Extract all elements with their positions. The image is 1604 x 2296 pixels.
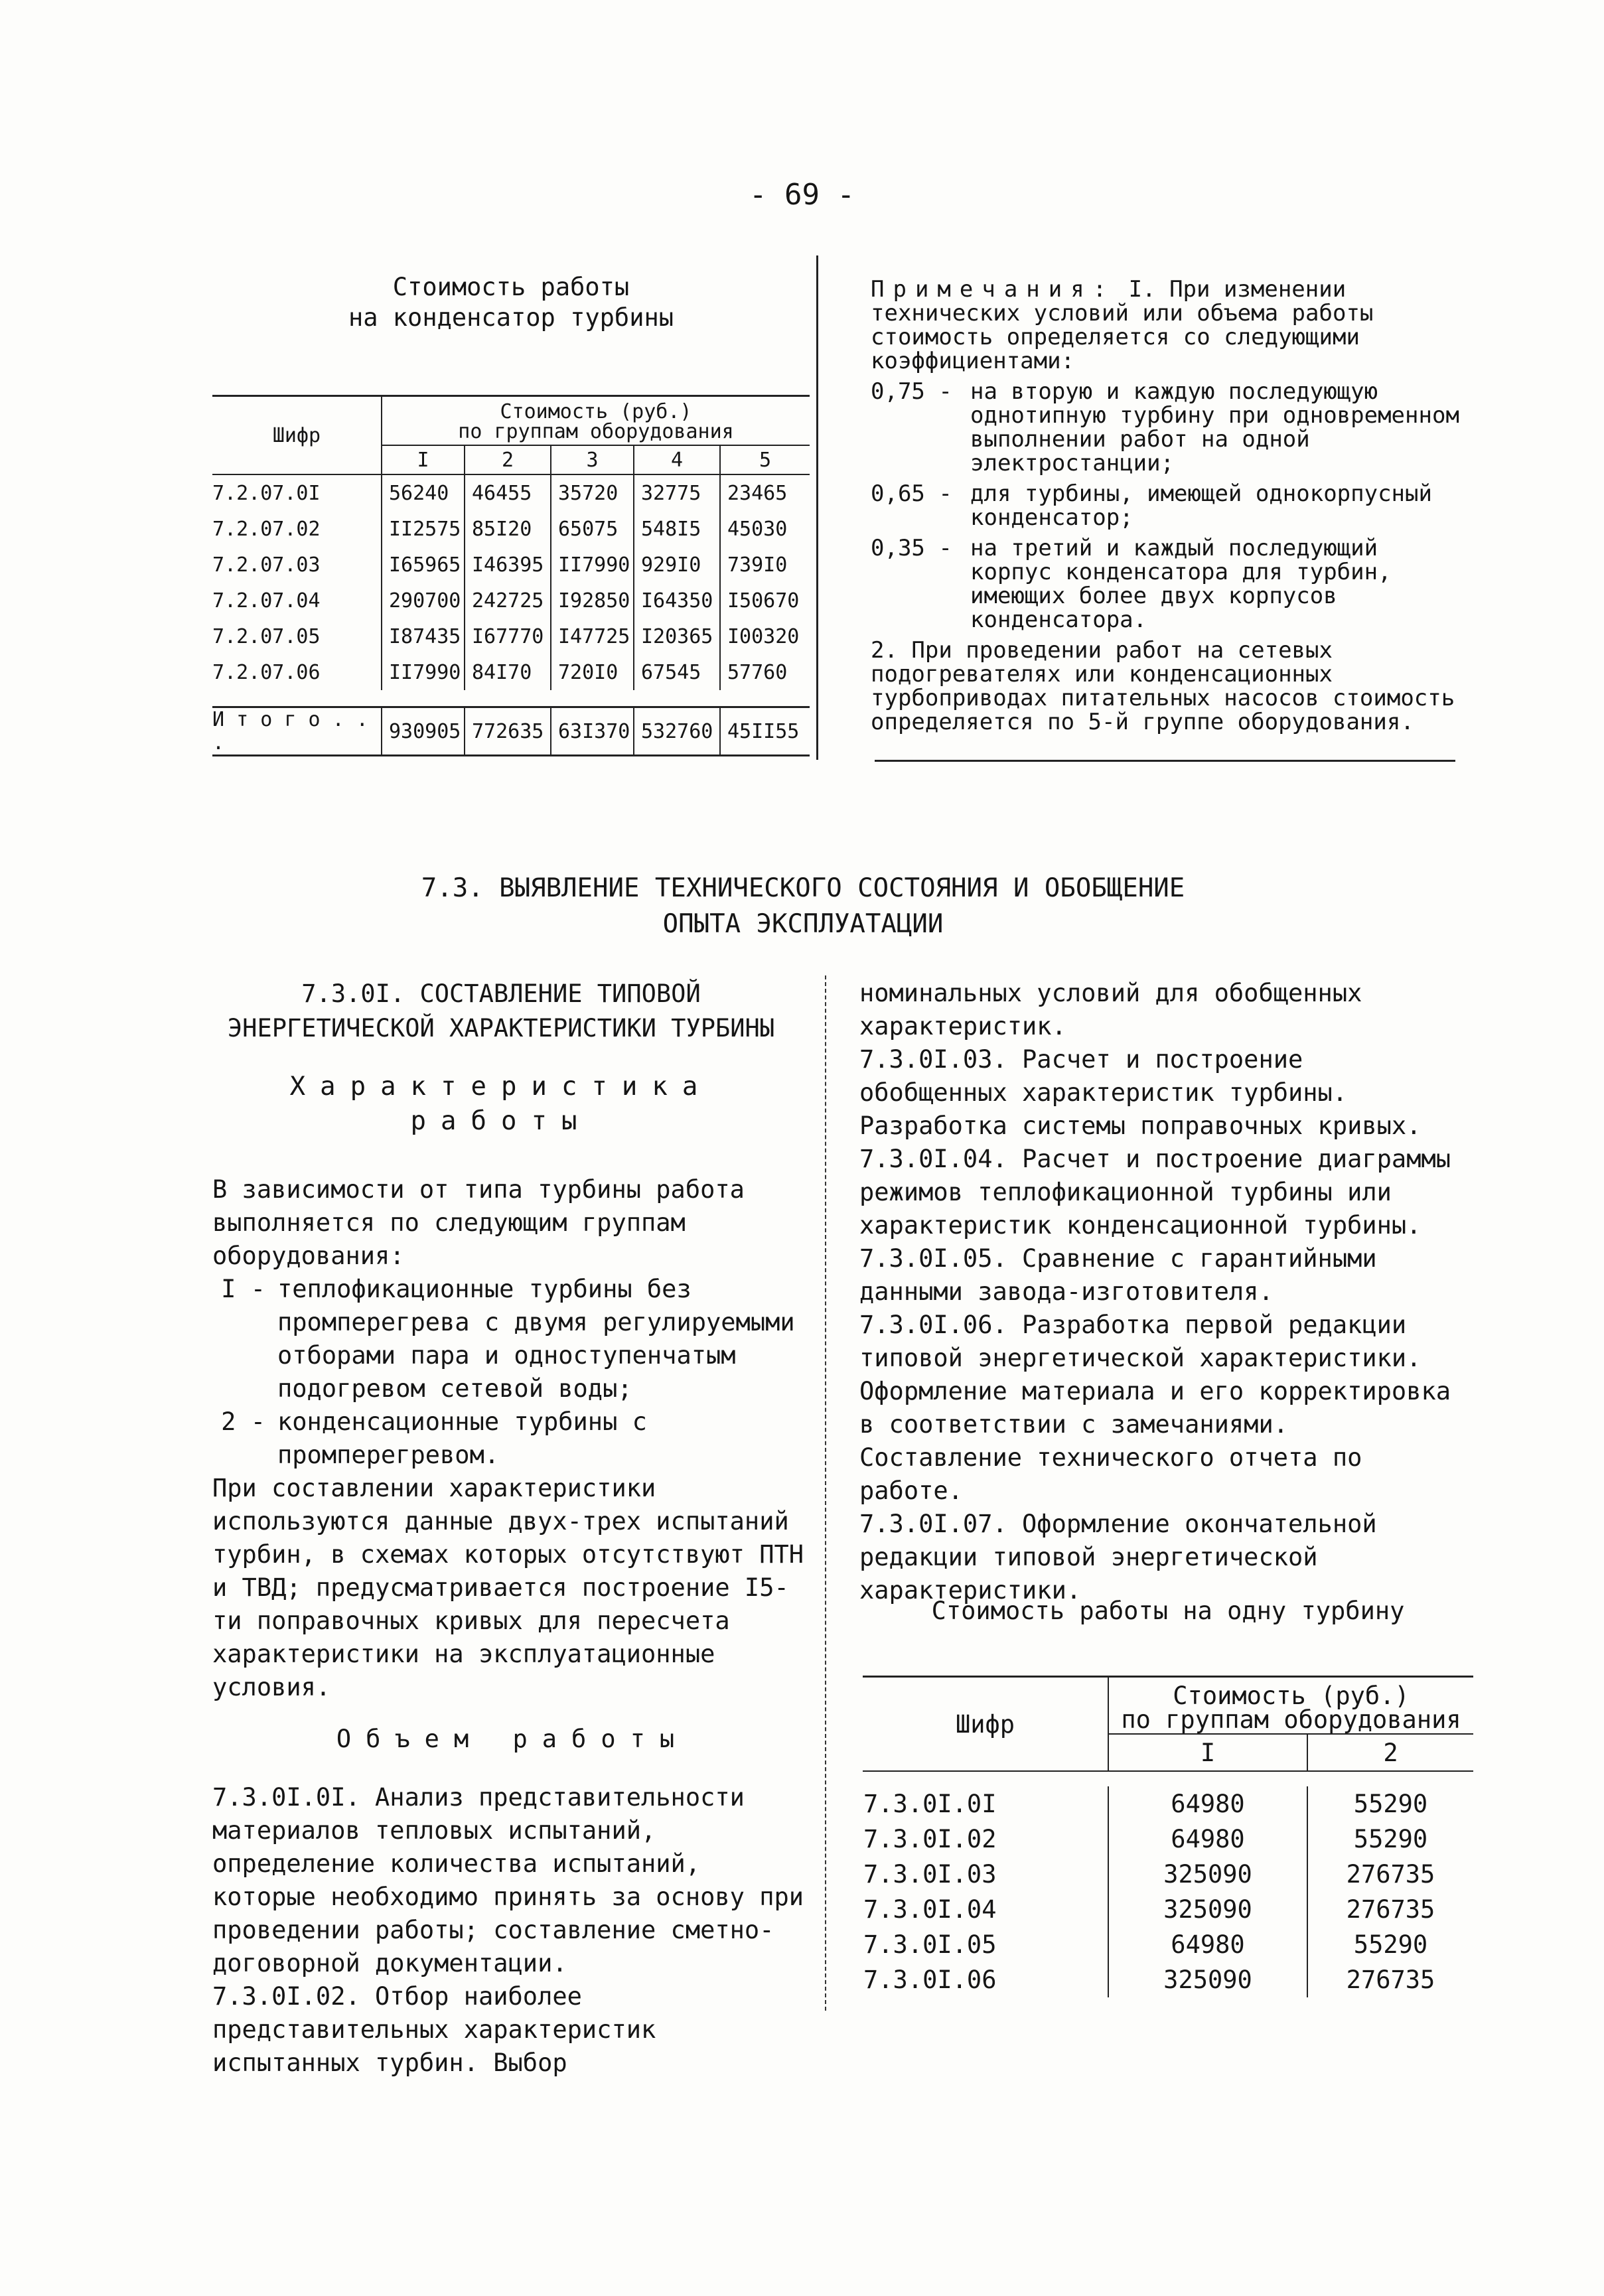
cell: 325090 [1108, 1892, 1307, 1927]
notes-block [871, 277, 1461, 734]
turbine-group-2: 2 [1307, 1734, 1473, 1771]
turbine-table-title: Стоимость работы на одну турбину [931, 1597, 1405, 1625]
cell: I47725 [551, 618, 634, 654]
notes-underline [875, 760, 1455, 762]
table-row [863, 1892, 1473, 1927]
cell: 325090 [1108, 1857, 1307, 1892]
row-code: 7.2.07.06 [212, 660, 321, 684]
cell: I64350 [634, 583, 720, 618]
volume-heading: Объем работы [336, 1725, 690, 1753]
condenser-group-2: 2 [465, 445, 551, 474]
characteristic-heading [192, 1070, 810, 1139]
cell: 276735 [1307, 1962, 1473, 1997]
cell: 67545 [634, 654, 720, 690]
total-cell: 532760 [634, 707, 720, 756]
turbine-cost-table [863, 1676, 1473, 1997]
cell: 276735 [1307, 1857, 1473, 1892]
notes-intro: I. При изменении технических условий или объема работы стоимость определяется со следующими коэффициентами: [871, 276, 1374, 374]
row-code: 7.3.0I.0I [863, 1790, 997, 1818]
coef-value: 0,35 - [871, 535, 952, 561]
cell: I87435 [382, 618, 465, 654]
cell: 85I20 [465, 511, 551, 547]
cell: 739I0 [720, 547, 810, 583]
coef-value: 0,65 - [871, 480, 952, 507]
paragraph: 7.3.0I.04. Расчет и построение диаграммы режимов теплофикационной турбины или характеристик конденсационной турбины. [859, 1145, 1451, 1240]
condenser-group-3: 3 [551, 445, 634, 474]
notes-label: Примечания: [871, 276, 1116, 303]
subsection-heading [192, 977, 810, 1046]
table-row [863, 1786, 1473, 1822]
cell: 290700 [382, 583, 465, 618]
page-number: - 69 - [749, 178, 855, 212]
condenser-title-line2: на конденсатор турбины [348, 303, 674, 332]
cell: 84I70 [465, 654, 551, 690]
list-text: теплофикационные турбины без промперегрева с двумя регулируемыми отборами пара и одноступенчатым подогревом сетевой воды; [277, 1275, 795, 1403]
cell: II2575 [382, 511, 465, 547]
list-marker: I - [221, 1275, 265, 1303]
condenser-head-cost-line1: Стоимость (руб.) [500, 400, 692, 423]
table-row [863, 1927, 1473, 1962]
cell: 720I0 [551, 654, 634, 690]
left-text-column [212, 1173, 813, 2080]
row-code: 7.3.0I.03 [863, 1860, 997, 1889]
table-row [212, 618, 810, 654]
table-row [212, 511, 810, 547]
condenser-head-cost-line2: по группам оборудования [458, 420, 734, 443]
condenser-title-line1: Стоимость работы [392, 273, 630, 301]
cell: I65965 [382, 547, 465, 583]
condenser-head-cost [382, 396, 810, 446]
coef-text: на третий и каждый последующий корпус конденсатора для турбин, имеющих более двух корпусов конденсатора. [970, 535, 1392, 633]
condenser-group-1: I [382, 445, 465, 474]
condenser-head-code: Шифр [212, 396, 382, 475]
total-cell: 45II55 [720, 707, 810, 756]
paragraph: 7.3.0I.0I. Анализ представительности материалов тепловых испытаний, определение количества испытаний, которые необходимо принять за основу при проведении работы; составление сметно-договорной документации. [212, 1783, 804, 1977]
table-row [212, 547, 810, 583]
subsection-heading-line2: ЭНЕРГЕТИЧЕСКОЙ ХАРАКТЕРИСТИКИ ТУРБИНЫ [227, 1014, 775, 1042]
list-item [212, 1273, 813, 1405]
cell: 64980 [1108, 1927, 1307, 1962]
paragraph: В зависимости от типа турбины работа выполняется по следующим группам оборудования: [212, 1175, 745, 1270]
total-cell: 930905 [382, 707, 465, 756]
condenser-cost-table [212, 395, 810, 756]
section-heading-line2: ОПЫТА ЭКСПЛУАТАЦИИ [662, 909, 944, 939]
bottom-column-divider [825, 975, 826, 2011]
total-cell: 772635 [465, 707, 551, 756]
table-row [863, 1822, 1473, 1857]
paragraph: 7.3.0I.05. Сравнение с гарантийными данными завода-изготовителя. [859, 1244, 1377, 1306]
cell: 548I5 [634, 511, 720, 547]
row-code: 7.3.0I.06 [863, 1966, 997, 1994]
table-row [863, 1857, 1473, 1892]
paragraph: При составлении характеристики используются данные двух-трех испытаний турбин, в схемах которых отсутствуют ПТН и ТВД; предусматривается построение I5-ти поправочных кривых для пересчета характеристики на эксплуатационные условия. [212, 1474, 804, 1701]
paragraph: 7.3.0I.06. Разработка первой редакции типовой энергетической характеристики. Оформление материала и его корректировка в соответствии с замечаниями. Составление технического отчета по работе. [859, 1311, 1451, 1505]
cell: 32775 [634, 474, 720, 511]
cell: 45030 [720, 511, 810, 547]
section-heading-line1: 7.3. ВЫЯВЛЕНИЕ ТЕХНИЧЕСКОГО СОСТОЯНИЯ И ОБОБЩЕНИЕ [421, 873, 1185, 903]
total-label: И т о г о . . . [212, 707, 382, 756]
turbine-group-1: I [1108, 1734, 1307, 1771]
right-text-column [859, 977, 1463, 1607]
cell: II7990 [551, 547, 634, 583]
cell: I00320 [720, 618, 810, 654]
cell: 929I0 [634, 547, 720, 583]
coef-item [871, 536, 1461, 632]
coef-text: на вторую и каждую последующую однотипную турбину при одновременном выполнении работ на одной электростанции; [970, 378, 1459, 476]
total-row [212, 707, 810, 756]
paragraph: номинальных условий для обобщенных характеристик. [859, 979, 1362, 1040]
list-text: конденсационные турбины с промперегревом. [277, 1407, 647, 1469]
cell: 23465 [720, 474, 810, 511]
row-code: 7.2.07.02 [212, 517, 321, 541]
cell: I46395 [465, 547, 551, 583]
list-marker: 2 - [221, 1407, 265, 1436]
cell: I50670 [720, 583, 810, 618]
row-code: 7.2.07.05 [212, 624, 321, 648]
table-row [212, 474, 810, 511]
paragraph: 7.3.0I.03. Расчет и построение обобщенных характеристик турбины. Разработка системы поправочных кривых. [859, 1045, 1422, 1140]
turbine-head-cost-line2: по группам оборудования [1121, 1705, 1461, 1734]
coef-item [871, 482, 1461, 530]
cell: I92850 [551, 583, 634, 618]
turbine-head-code: Шифр [863, 1677, 1108, 1772]
cell: 46455 [465, 474, 551, 511]
cell: 57760 [720, 654, 810, 690]
coef-text: для турбины, имеющей однокорпусный конденсатор; [970, 480, 1432, 531]
condenser-group-4: 4 [634, 445, 720, 474]
row-code: 7.3.0I.05 [863, 1930, 997, 1959]
section-heading [332, 871, 1274, 942]
turbine-head-cost-line1: Стоимость (руб.) [1173, 1682, 1410, 1710]
row-code: 7.2.07.0I [212, 481, 321, 505]
cell: 325090 [1108, 1962, 1307, 1997]
cell: 55290 [1307, 1822, 1473, 1857]
row-code: 7.3.0I.02 [863, 1825, 997, 1853]
row-code: 7.2.07.03 [212, 553, 321, 577]
cell: 65075 [551, 511, 634, 547]
cell: I20365 [634, 618, 720, 654]
paragraph: 7.3.0I.07. Оформление окончательной редакции типовой энергетической характеристики. [859, 1510, 1377, 1605]
coef-value: 0,75 - [871, 378, 952, 405]
note-2: 2. При проведении работ на сетевых подогревателях или конденсационных турбоприводах питательных насосов стоимость определяется по 5-й группе оборудования. [871, 637, 1455, 735]
table-row [863, 1962, 1473, 1997]
coef-item [871, 380, 1461, 475]
list-item [212, 1405, 813, 1472]
cell: 64980 [1108, 1822, 1307, 1857]
row-code: 7.3.0I.04 [863, 1895, 997, 1924]
top-column-divider [816, 255, 818, 760]
cell: 242725 [465, 583, 551, 618]
cell: 64980 [1108, 1786, 1307, 1822]
row-code: 7.2.07.04 [212, 589, 321, 612]
condenser-table-title [279, 272, 743, 333]
characteristic-heading-line2: работы [410, 1106, 592, 1136]
cell: II7990 [382, 654, 465, 690]
cell: 56240 [382, 474, 465, 511]
table-row [212, 654, 810, 690]
characteristic-heading-line1: Характеристика [289, 1072, 713, 1102]
table-row [212, 583, 810, 618]
cell: 35720 [551, 474, 634, 511]
cell: 55290 [1307, 1927, 1473, 1962]
paragraph: 7.3.0I.02. Отбор наиболее представительных характеристик испытанных турбин. Выбор [212, 1982, 656, 2077]
cell: I67770 [465, 618, 551, 654]
cell: 55290 [1307, 1786, 1473, 1822]
cell: 276735 [1307, 1892, 1473, 1927]
total-cell: 63I370 [551, 707, 634, 756]
subsection-heading-line1: 7.3.0I. СОСТАВЛЕНИЕ ТИПОВОЙ [301, 979, 701, 1008]
turbine-head-cost [1108, 1677, 1473, 1735]
condenser-group-5: 5 [720, 445, 810, 474]
